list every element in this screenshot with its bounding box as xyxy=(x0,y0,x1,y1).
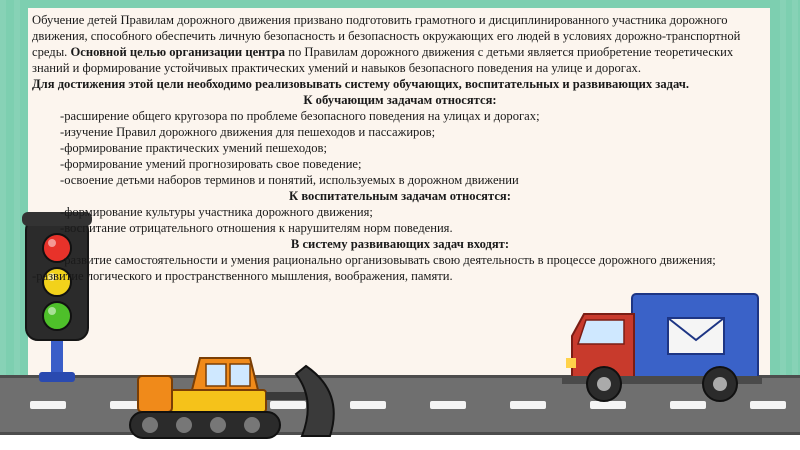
upbringing-item: -воспитание отрицательного отношения к нарушителям норм поведения. xyxy=(60,221,453,235)
developmental-heading: В систему развивающих задач входят: xyxy=(290,237,510,251)
bulldozer-icon xyxy=(130,320,360,440)
road-marking xyxy=(30,401,66,409)
educational-item: -изучение Правил дорожного движения для пешеходов и пассажиров; xyxy=(60,125,436,139)
road-marking xyxy=(430,401,466,409)
educational-item: -расширение общего кругозора по проблеме безопасного поведения на улицах и дорогах; xyxy=(60,109,540,123)
upbringing-heading: К воспитательным задачам относятся: xyxy=(289,189,511,203)
educational-heading: К обучающим задачам относятся: xyxy=(303,93,497,107)
road-marking xyxy=(510,401,546,409)
intro-text: Обучение детей Правилам дорожного движения призвано подготовить грамотного и дисциплинированного участника дорожного движения, способного обеспечить личную безопасность и безопасность окружающих его людей в условиях дорожно-транспортной среды. xyxy=(32,13,741,59)
developmental-item: -развитие самостоятельности и умения рационально организовывать свою деятельность в процессе дорожного движения; xyxy=(60,253,716,267)
goal-statement: Для достижения этой цели необходимо реализовывать систему обучающих, воспитательных и развивающих задач. xyxy=(32,77,690,91)
educational-item: -освоение детьми наборов терминов и понятий, используемых в дорожном движении xyxy=(60,173,519,187)
envelope-icon xyxy=(668,318,724,354)
mail-truck-icon xyxy=(562,288,762,406)
content-text xyxy=(32,12,768,284)
intro-paragraph xyxy=(32,12,768,76)
educational-item: -формирование умений прогнозировать свое поведение; xyxy=(60,157,362,171)
educational-item: -формирование практических умений пешеходов; xyxy=(60,141,328,155)
goal-emphasis: Основной целью организации центра xyxy=(70,45,286,59)
developmental-item: -развитие логического и пространственного мышления, воображения, памяти. xyxy=(32,269,453,283)
upbringing-item: -формирование культуры участника дорожного движения; xyxy=(60,205,373,219)
intro-text-continued: по Правилам дорожного движения с детьми является приобретение теоретических знаний и формирование устойчивых практических умений и навыков безопасного поведения на улице и дорогах. xyxy=(32,45,734,75)
